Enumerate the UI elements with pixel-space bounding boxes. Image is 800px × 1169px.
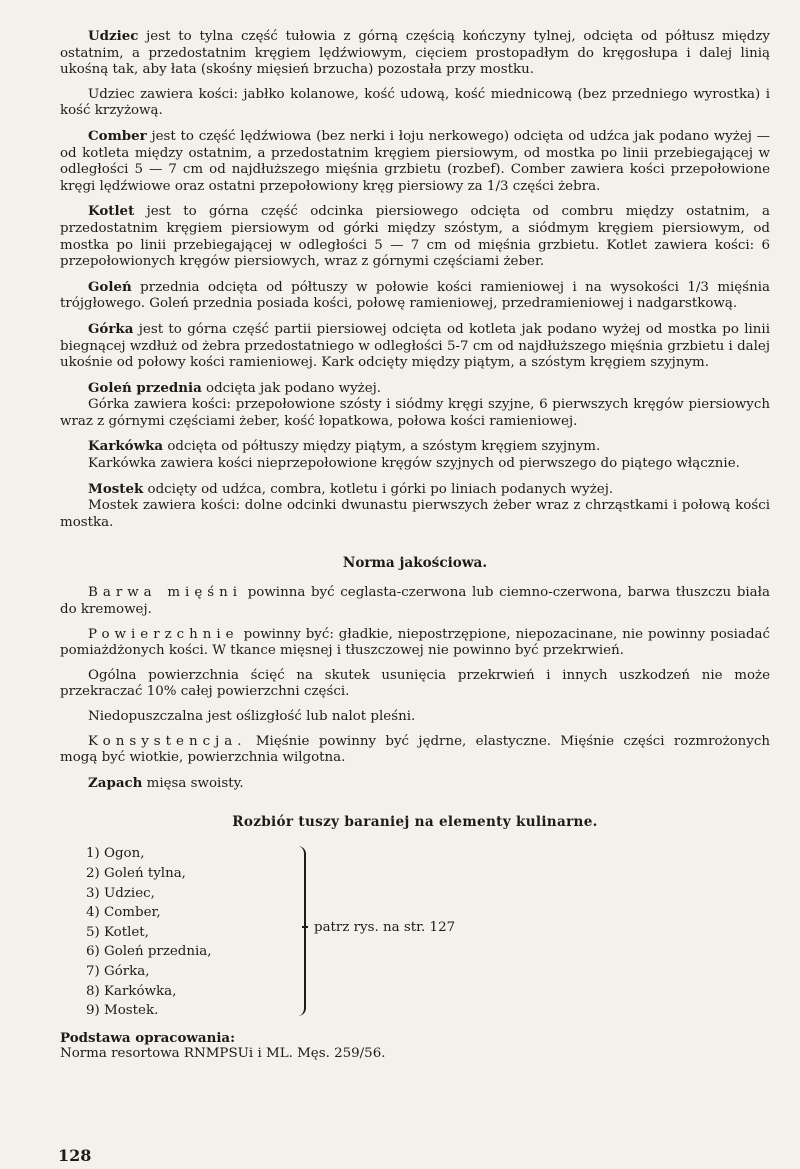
list-item: 2) Goleń tylna, bbox=[86, 865, 186, 881]
basis-block bbox=[60, 1030, 770, 1063]
barwa-paragraph: Barwa mięśni powinna być ceglasta-czerwona lub ciemno-czerwona, barwa tłuszczu biała do kremowej. bbox=[60, 585, 770, 618]
comber-paragraph: Comber jest to część lędźwiowa (bez nerki i łoju nerkowego) odcięta od udźca jak podano wyżej — od kotleta między ostatnim, a przedostatnim kręgiem piersiowym, od mostka po linii przebiegającej w odległości 5 — 7 cm od najdłuższego mięśnia grzbietu (rozbef). Comber zawiera kości przepołowione kręgi lędźwiowe oraz ostatni przepołowiony kręg piersiowy za 1/3 części żebra. bbox=[60, 127, 770, 194]
term-konsystencja: Konsystencja. bbox=[88, 733, 247, 749]
powierzchnie-paragraph: Powierzchnie powinny być: gładkie, niepostrzępione, niepozacinane, nie powinny posiadać pomiażdżonych kości. W tkance mięsnej i tłuszczowej nie powinno być przekrwień. bbox=[60, 626, 770, 659]
ogolna-paragraph: Ogólna powierzchnia ścięć na skutek usunięcia przekrwień i innych uszkodzeń nie może przekraczać 10% całej powierzchni części. bbox=[60, 667, 770, 700]
term-barwa: Barwa mięśni bbox=[88, 585, 243, 601]
norma-heading: Norma jakościowa. bbox=[342, 555, 488, 572]
document-page bbox=[60, 28, 770, 1063]
basis-text: Norma resortowa RNMPSUi i ML. Męs. 259/56. bbox=[60, 1046, 386, 1062]
term-udziec: Udziec bbox=[88, 28, 139, 44]
curly-brace-tip bbox=[302, 926, 308, 936]
list-item: 8) Karkówka, bbox=[86, 983, 177, 999]
golen-przednia-2-paragraph: Goleń przednia odcięta jak podano wyżej. bbox=[88, 379, 382, 396]
udziec-paragraph: Udziec jest to tylna część tułowia z górną częścią kończyny tylnej, odcięta od półtusz między ostatnim, a przedostatnim kręgiem lędźwiowym, cięciem prostopadłym do kręgosłupa i dalej linią ukośną tak, aby łata (skośny mięsień brzucha) pozostała przy mostku. bbox=[60, 28, 770, 78]
term-golen: Goleń bbox=[88, 278, 132, 295]
kotlet-paragraph: Kotlet jest to górna część odcinka piersiowego odcięta od combru między ostatnim, a przedostatnim kręgiem piersiowym od górki między szóstym, a siódmym kręgiem piersiowym, od mostka po linii przebiegającej w odległości 5 — 7 cm od mięśnia grzbietu. Kotlet zawiera kości: 6 przepołowionych kręgów piersiowych, wraz z górnymi częściami żeber. bbox=[60, 203, 770, 270]
karkowka-paragraph: Karkówka odcięta od półtuszy między piątym, a szóstym kręgiem szyjnym. bbox=[88, 438, 601, 455]
golen-przednia-paragraph: Goleń przednia odcięta od półtuszy w połowie kości ramieniowej i na wysokości 1/3 mięśnia trójgłowego. Goleń przednia posiada kości, połowę ramieniowej, przedramieniowej i nadgarstkową. bbox=[60, 278, 770, 312]
term-powierzchnie: Powierzchnie bbox=[88, 626, 239, 642]
term-kotlet: Kotlet bbox=[88, 203, 135, 220]
gorka-paragraph: Górka jest to górna część partii piersiowej odcięta od kotleta jak podano wyżej od mostka po linii biegnącej wzdłuż od żebra przedostatniego w odległości 5-7 cm od najdłuższego mięśnia grzbietu i dalej ukośnie od połowy kości ramieniowej. Kark odcięty między piątym, a szóstym kręgiem szyjnym. bbox=[60, 320, 770, 371]
page-number: 128 bbox=[58, 1146, 92, 1165]
udziec-bones-paragraph: Udziec zawiera kości: jabłko kolanowe, kość udową, kość miednicową (bez przedniego wyrostka) i kość krzyżową. bbox=[60, 86, 770, 119]
konsystencja-paragraph: Konsystencja. Mięśnie powinny być jędrne, elastyczne. Mięśnie części rozmrożonych mogą być wiotkie, powierzchnia wilgotna. bbox=[60, 733, 770, 766]
list-item: 4) Comber, bbox=[86, 905, 161, 921]
term-mostek: Mostek bbox=[88, 480, 144, 497]
term-karkowka: Karkówka bbox=[88, 438, 164, 455]
list-item: 5) Kotlet, bbox=[86, 924, 149, 940]
list-item: 6) Goleń przednia, bbox=[86, 944, 212, 960]
term-zapach: Zapach bbox=[88, 774, 143, 791]
mostek-paragraph: Mostek odcięty od udźca, combra, kotletu i górki po liniach podanych wyżej. bbox=[88, 480, 614, 497]
list-item: 7) Górka, bbox=[86, 963, 150, 979]
figure-reference: patrz rys. na str. 127 bbox=[314, 920, 456, 936]
term-golen-przednia: Goleń przednia bbox=[88, 379, 202, 396]
rozbior-heading: Rozbiór tuszy baraniej na elementy kulinarne. bbox=[232, 814, 598, 831]
karkowka-bones-paragraph: Karkówka zawiera kości nieprzepołowione kręgów szyjnych od pierwszego do piątego włącznie. bbox=[88, 456, 740, 472]
zapach-paragraph: Zapach mięsa swoisty. bbox=[88, 774, 244, 791]
mostek-bones-paragraph: Mostek zawiera kości: dolne odcinki dwunastu pierwszych żeber wraz z chrząstkami i połową kości mostka. bbox=[60, 498, 770, 530]
niedopuszczalna-paragraph: Niedopuszczalna jest oślizgłość lub nalot pleśni. bbox=[88, 709, 416, 724]
list-item: 9) Mostek. bbox=[86, 1003, 159, 1019]
term-gorka: Górka bbox=[88, 320, 134, 337]
gorka-bones-paragraph: Górka zawiera kości: przepołowione szósty i siódmy kręgi szyjne, 6 pierwszych kręgów piersiowych wraz z górnymi częściami żeber, kość łopatkowa, połowa kości ramieniowej. bbox=[60, 397, 770, 429]
term-comber: Comber bbox=[88, 127, 147, 144]
basis-title: Podstawa opracowania: bbox=[60, 1030, 236, 1047]
parts-list-block bbox=[86, 844, 770, 1024]
list-item: 3) Udziec, bbox=[86, 885, 155, 901]
list-item: 1) Ogon, bbox=[86, 846, 145, 862]
